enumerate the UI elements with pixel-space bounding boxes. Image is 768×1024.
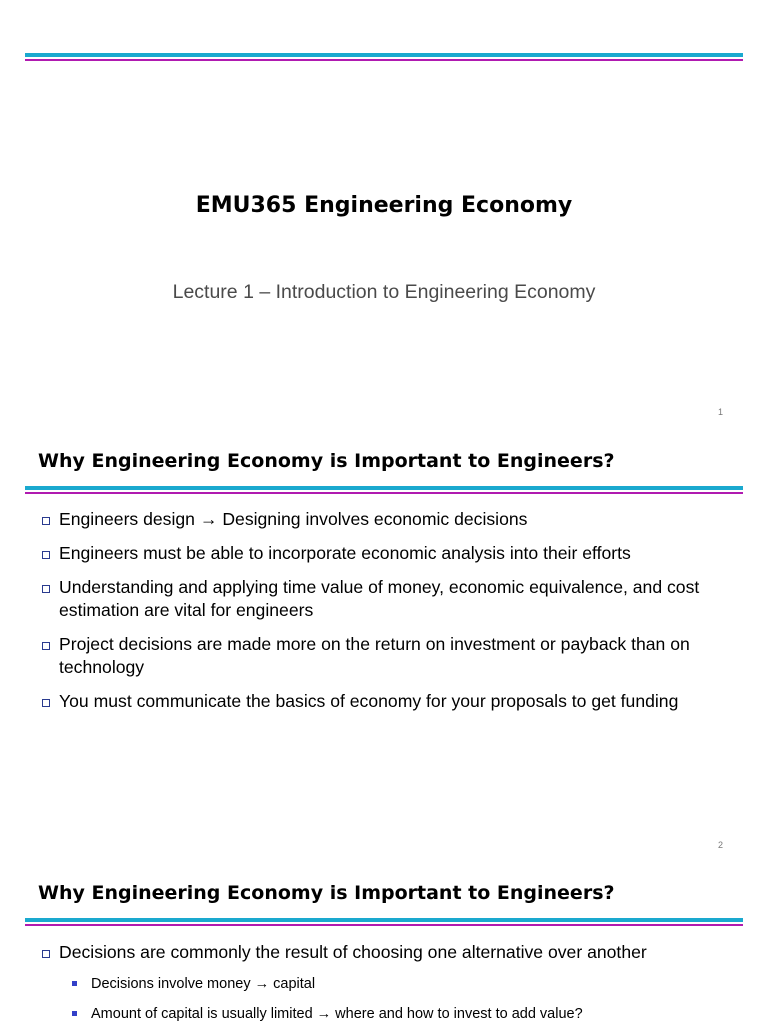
list-item: Decisions are commonly the result of choosing one alternative over another bbox=[40, 941, 740, 964]
top-rule bbox=[25, 53, 743, 61]
slide-3-bullet-list bbox=[40, 941, 740, 972]
checkbox-bullet-icon bbox=[42, 950, 50, 958]
square-bullet-icon bbox=[72, 1011, 77, 1016]
slide-3-sub-bullet-list bbox=[40, 974, 740, 1024]
checkbox-bullet-icon bbox=[42, 699, 50, 707]
checkbox-bullet-icon bbox=[42, 551, 50, 559]
slide-2-bullet-list bbox=[40, 508, 740, 713]
list-item: Engineers must be able to incorporate economic analysis into their efforts bbox=[40, 542, 740, 565]
list-item: Decisions involve money → capital bbox=[40, 974, 740, 994]
slide-3-rule bbox=[25, 918, 743, 926]
square-bullet-icon bbox=[72, 981, 77, 986]
slide-2-rule bbox=[25, 486, 743, 494]
list-item: Amount of capital is usually limited → where and how to invest to add value? bbox=[40, 1004, 740, 1024]
slide-title: EMU365 Engineering Economy bbox=[195, 193, 573, 218]
list-item: Project decisions are made more on the return on investment or payback than on technology bbox=[40, 633, 740, 679]
slide-2-heading: Why Engineering Economy is Important to Engineers? bbox=[38, 450, 615, 472]
list-item: Understanding and applying time value of money, economic equivalence, and cost estimation are vital for engineers bbox=[40, 576, 740, 622]
page-number-2: 2 bbox=[717, 840, 723, 850]
checkbox-bullet-icon bbox=[42, 585, 50, 593]
slide-subtitle: Lecture 1 – Introduction to Engineering Economy bbox=[172, 281, 596, 303]
list-item: Engineers design → Designing involves economic decisions bbox=[40, 508, 740, 531]
checkbox-bullet-icon bbox=[42, 642, 50, 650]
list-item: You must communicate the basics of economy for your proposals to get funding bbox=[40, 690, 740, 713]
checkbox-bullet-icon bbox=[42, 517, 50, 525]
slide-3-heading: Why Engineering Economy is Important to Engineers? bbox=[38, 882, 615, 904]
page-number-1: 1 bbox=[717, 407, 723, 417]
